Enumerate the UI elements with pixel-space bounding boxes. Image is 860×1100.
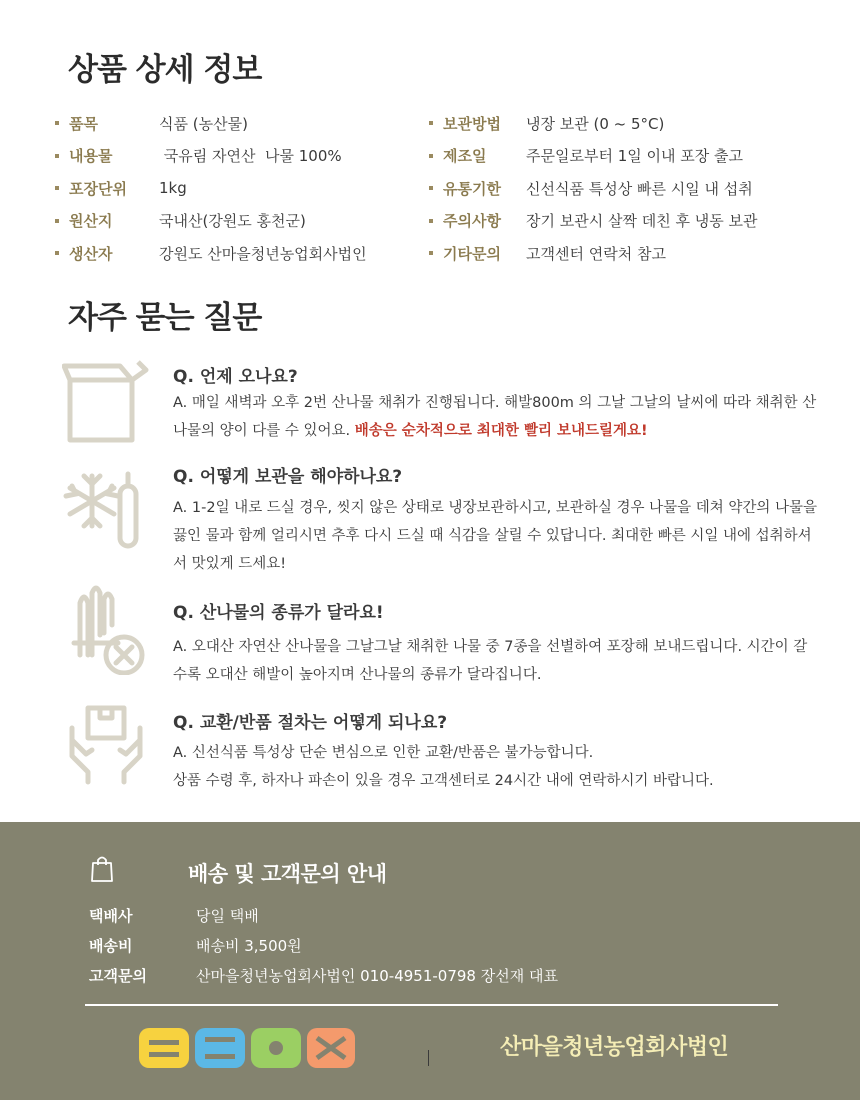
faq-answer-line: 상품 수령 후, 하자나 파손이 있을 경우 고객센터로 24시간 내에 연락하시기 바랍니다. [173, 773, 714, 789]
bullet-icon [429, 186, 433, 190]
spec-label: 제조일 [443, 147, 487, 166]
spec-label: 생산자 [69, 244, 113, 263]
hands-box-icon [62, 700, 152, 790]
spec-value: 고객센터 연락처 참고 [526, 244, 666, 263]
bullet-icon [55, 251, 59, 255]
asparagus-cross-icon [62, 585, 152, 675]
spec-label: 포장단위 [69, 179, 127, 198]
spec-row [429, 140, 757, 173]
brand-logo [139, 1022, 355, 1074]
snowflake-thermometer-icon [62, 466, 152, 556]
spec-row [55, 107, 367, 140]
spec-value: 국유림 자연산 나물 100% [159, 147, 342, 166]
footer-label: 고객문의 [89, 967, 147, 985]
faq-answer-text: A. 매일 새벽과 오후 2번 산나물 채취가 진행됩니다. 해발800m 의 그날 그날의 날씨에 따라 채취한 산나물의 양이 다를 수 있어요. [173, 395, 817, 439]
spec-row [55, 140, 367, 173]
bullet-icon [55, 121, 59, 125]
footer-title: 배송 및 고객문의 안내 [188, 862, 387, 886]
faq-question: Q. 교환/반품 절차는 어떻게 되나요? [173, 713, 448, 733]
detail-title: 상품 상세 정보 [68, 52, 262, 88]
spec-row [55, 237, 367, 270]
faq-answer: A. 오대산 자연산 산나물을 그날그날 채취한 나물 중 7종을 선별하여 포장해 보내드립니다. 시간이 갈수록 오대산 해발이 높아지며 산나물의 종류가 달라집니다. [173, 639, 808, 683]
shopping-bag-icon [90, 855, 114, 883]
bullet-icon [55, 219, 59, 223]
spec-value: 1kg [159, 179, 187, 198]
footer-label: 배송비 [89, 937, 133, 955]
spec-value: 국내산(강원도 홍천군) [159, 212, 306, 231]
spec-label: 기타문의 [443, 244, 501, 263]
spec-value: 식품 (농산물) [159, 114, 248, 133]
footer-value: 산마을청년농업회사법인 010-4951-0798 장선재 대표 [196, 967, 558, 985]
spec-label: 주의사항 [443, 212, 501, 231]
footer [0, 822, 860, 1100]
brand-name: 산마을청년농업회사법인 [500, 1035, 729, 1060]
spec-label: 품목 [69, 114, 98, 133]
spec-label: 유통기한 [443, 179, 501, 198]
bullet-icon [429, 251, 433, 255]
spec-label: 내용물 [69, 147, 113, 166]
spec-list-left [55, 107, 367, 270]
spec-row [55, 205, 367, 238]
faq-title: 자주 묻는 질문 [68, 300, 262, 336]
footer-divider [85, 1004, 778, 1006]
spec-value: 장기 보관시 살짝 데친 후 냉동 보관 [526, 212, 758, 231]
spec-label: 보관방법 [443, 114, 501, 133]
bullet-icon [55, 154, 59, 158]
faq-answer: A. 1-2일 내로 드실 경우, 씻지 않은 상태로 냉장보관하시고, 보관하실 경우 나물을 데쳐 약간의 나물을 끓인 물과 함께 얼리시면 추후 다시 드실 때 식감을 살릴 수 있답니다. 최대한 빠른 시일 내에 섭취하셔서 맛있게 드세요! [173, 500, 817, 572]
spec-label: 원산지 [69, 212, 113, 231]
box-icon [62, 358, 152, 448]
spec-list-right [429, 107, 757, 270]
bullet-icon [55, 186, 59, 190]
faq-answer-highlight: 배송은 순차적으로 최대한 빨리 보내드릴게요! [354, 423, 648, 439]
bullet-icon [429, 121, 433, 125]
footer-label: 택배사 [89, 907, 133, 925]
spec-row [429, 205, 757, 238]
faq-question: Q. 언제 오나요? [173, 367, 298, 387]
spec-row [55, 172, 367, 205]
spec-value: 강원도 산마을청년농업회사법인 [159, 244, 367, 263]
bullet-icon [429, 154, 433, 158]
spec-value: 냉장 보관 (0 ~ 5°C) [526, 114, 665, 133]
footer-value: 배송비 3,500원 [196, 937, 302, 955]
faq-question: Q. 산나물의 종류가 달라요! [173, 603, 384, 623]
bullet-icon [429, 219, 433, 223]
faq-answer [173, 389, 818, 445]
spec-row [429, 107, 757, 140]
spec-row [429, 237, 757, 270]
brand-separator [428, 1050, 429, 1066]
faq-question: Q. 어떻게 보관을 해야하나요? [173, 467, 403, 487]
spec-value: 신선식품 특성상 빠른 시일 내 섭취 [526, 179, 753, 198]
spec-row [429, 172, 757, 205]
faq-answer [173, 739, 818, 795]
footer-value: 당일 택배 [196, 907, 259, 925]
spec-value: 주문일로부터 1일 이내 포장 출고 [526, 147, 743, 166]
faq-answer-line: A. 신선식품 특성상 단순 변심으로 인한 교환/반품은 불가능합니다. [173, 745, 594, 761]
